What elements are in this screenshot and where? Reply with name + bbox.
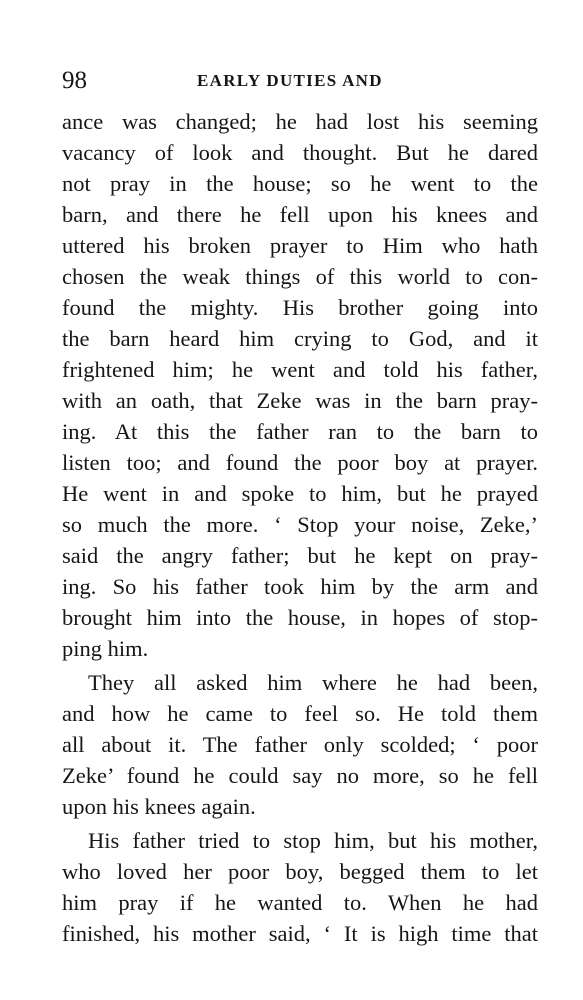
- text-line: He went in and spoke to him, but he prayed: [62, 481, 538, 506]
- text-line: him pray if he wanted to. When he had: [62, 890, 538, 915]
- paragraph: [62, 825, 538, 949]
- paragraph: [62, 106, 538, 664]
- body-text: [62, 106, 538, 949]
- text-line: brought him into the house, in hopes of stop-: [62, 605, 538, 630]
- text-line: the barn heard him crying to God, and it: [62, 326, 538, 351]
- text-line: not pray in the house; so he went to the: [62, 171, 538, 196]
- text-line: vacancy of look and thought. But he dared: [62, 140, 538, 165]
- running-title: EARLY DUTIES AND: [197, 71, 383, 90]
- running-head: [62, 66, 538, 96]
- text-line: with an oath, that Zeke was in the barn pray-: [62, 388, 538, 413]
- text-line: chosen the weak things of this world to con-: [62, 264, 538, 289]
- text-line: uttered his broken prayer to Him who hath: [62, 233, 538, 258]
- text-line: ing. At this the father ran to the barn to: [62, 419, 538, 444]
- text-line: listen too; and found the poor boy at prayer.: [62, 450, 538, 475]
- text-line: His father tried to stop him, but his mother,: [88, 828, 538, 853]
- text-line: upon his knees again.: [62, 794, 256, 819]
- text-line: and how he came to feel so. He told them: [62, 701, 538, 726]
- text-line: They all asked him where he had been,: [88, 670, 538, 695]
- text-line: finished, his mother said, ‘ It is high time that: [62, 921, 538, 946]
- text-line: so much the more. ‘ Stop your noise, Zeke,’: [62, 512, 538, 537]
- text-line: frightened him; he went and told his father,: [62, 357, 538, 382]
- paragraph: [62, 667, 538, 822]
- text-line: ance was changed; he had lost his seeming: [62, 109, 538, 134]
- text-line: who loved her poor boy, begged them to let: [62, 859, 538, 884]
- text-line: barn, and there he fell upon his knees and: [62, 202, 538, 227]
- text-line: found the mighty. His brother going into: [62, 295, 538, 320]
- text-line: said the angry father; but he kept on pray-: [62, 543, 538, 568]
- text-line: ping him.: [62, 636, 149, 661]
- text-line: all about it. The father only scolded; ‘ poor: [62, 732, 538, 757]
- text-line: ing. So his father took him by the arm and: [62, 574, 538, 599]
- text-line: Zeke’ found he could say no more, so he fell: [62, 763, 538, 788]
- page-number: 98: [62, 67, 87, 94]
